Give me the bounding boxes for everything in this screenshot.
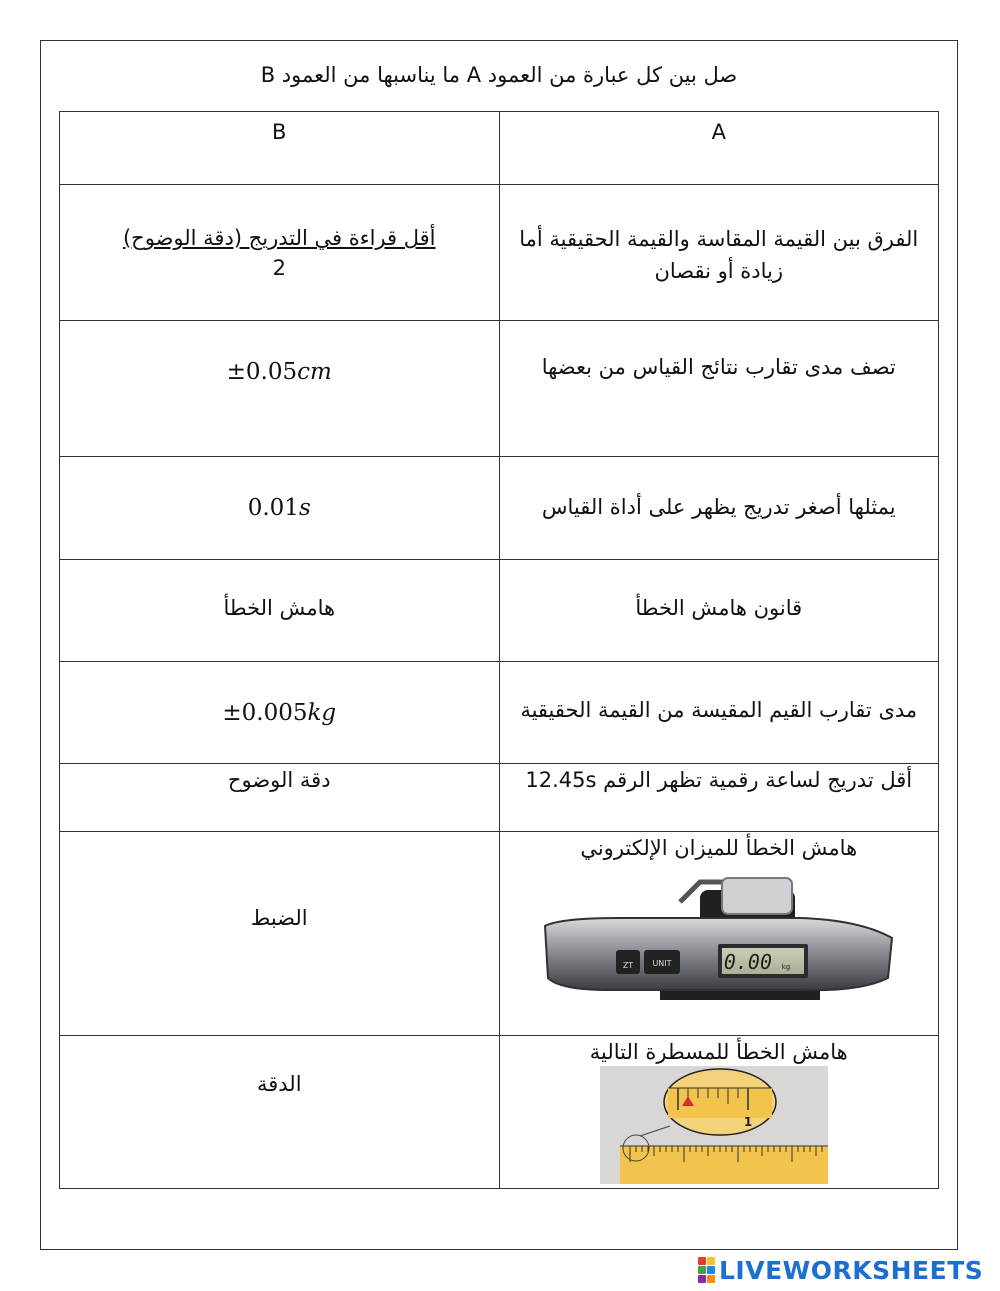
column-a-header bbox=[499, 112, 939, 185]
header-row bbox=[60, 112, 939, 185]
answer-b3-value: 0.01s bbox=[247, 495, 311, 521]
statement-cell-a5[interactable] bbox=[499, 662, 939, 764]
answer-cell-b8[interactable] bbox=[60, 1036, 500, 1189]
logo-squares-icon bbox=[698, 1257, 715, 1283]
statement-a2-text: تصف مدى تقارب نتائج القياس من بعضها bbox=[541, 355, 896, 379]
answer-b6-text: دقة الوضوح bbox=[227, 768, 331, 792]
statement-cell-a1[interactable] bbox=[499, 185, 939, 321]
answer-b2-value: ±0.05cm bbox=[226, 359, 332, 385]
column-b-label: B bbox=[272, 120, 287, 144]
table-row bbox=[60, 832, 939, 1036]
answer-b4-text: هامش الخطأ bbox=[223, 596, 336, 620]
svg-text:UNIT: UNIT bbox=[651, 959, 672, 968]
statement-cell-a2[interactable] bbox=[499, 321, 939, 457]
column-a-label: A bbox=[711, 120, 726, 144]
statement-cell-a8[interactable] bbox=[499, 1036, 939, 1189]
luggage-scale-image bbox=[500, 860, 939, 1020]
statement-a4-text: قانون هامش الخطأ bbox=[635, 596, 803, 620]
liveworksheets-logo bbox=[698, 1255, 983, 1285]
table-row bbox=[60, 321, 939, 457]
answer-b7-text: الضبط bbox=[250, 906, 308, 930]
statement-cell-a4[interactable] bbox=[499, 560, 939, 662]
answer-cell-b6[interactable] bbox=[60, 764, 500, 832]
svg-text:kg: kg bbox=[781, 963, 790, 971]
logo-text: LIVEWORKSHEETS bbox=[719, 1255, 984, 1285]
table-row bbox=[60, 764, 939, 832]
answer-b8-text: الدقة bbox=[256, 1072, 302, 1096]
table-row bbox=[60, 457, 939, 560]
worksheet-page bbox=[40, 40, 958, 1250]
statement-a6-text: أقل تدريج لساعة رقمية تظهر الرقم 12.45s bbox=[525, 768, 913, 792]
svg-text:0.00: 0.00 bbox=[723, 950, 772, 974]
matching-table bbox=[59, 111, 939, 1189]
answer-b1-line2: 2 bbox=[272, 256, 286, 280]
answer-cell-b3[interactable] bbox=[60, 457, 500, 560]
statement-cell-a3[interactable] bbox=[499, 457, 939, 560]
svg-text:1: 1 bbox=[743, 1115, 752, 1129]
statement-a1-line1: الفرق بين القيمة المقاسة والقيمة الحقيقية أما bbox=[519, 227, 919, 251]
statement-a8-text: هامش الخطأ للمسطرة التالية bbox=[589, 1040, 848, 1064]
statement-cell-a6[interactable] bbox=[499, 764, 939, 832]
answer-cell-b4[interactable] bbox=[60, 560, 500, 662]
answer-cell-b7[interactable] bbox=[60, 832, 500, 1036]
answer-cell-b5[interactable] bbox=[60, 662, 500, 764]
answer-cell-b1[interactable] bbox=[60, 185, 500, 321]
answer-b5-value: ±0.005kg bbox=[222, 700, 337, 726]
answer-b1-line1: أقل قراءة في التدريج (دقة الوضوح) bbox=[122, 226, 436, 250]
table-row bbox=[60, 662, 939, 764]
statement-a5-text: مدى تقارب القيم المقيسة من القيمة الحقيقية bbox=[520, 698, 918, 722]
table-row bbox=[60, 560, 939, 662]
instruction-text: صل بين كل عبارة من العمود A ما يناسبها من العمود B bbox=[260, 63, 738, 87]
statement-a3-text: يمثلها أصغر تدريج يظهر على أداة القياس bbox=[541, 495, 896, 519]
answer-cell-b2[interactable] bbox=[60, 321, 500, 457]
table-row bbox=[60, 1036, 939, 1189]
statement-a1-line2: زيادة أو نقصان bbox=[654, 259, 784, 283]
svg-text:ZT: ZT bbox=[622, 961, 633, 970]
column-b-header bbox=[60, 112, 500, 185]
ruler-image bbox=[500, 1066, 939, 1184]
table-row bbox=[60, 185, 939, 321]
statement-cell-a7[interactable] bbox=[499, 832, 939, 1036]
statement-a7-text: هامش الخطأ للميزان الإلكتروني bbox=[580, 836, 858, 860]
